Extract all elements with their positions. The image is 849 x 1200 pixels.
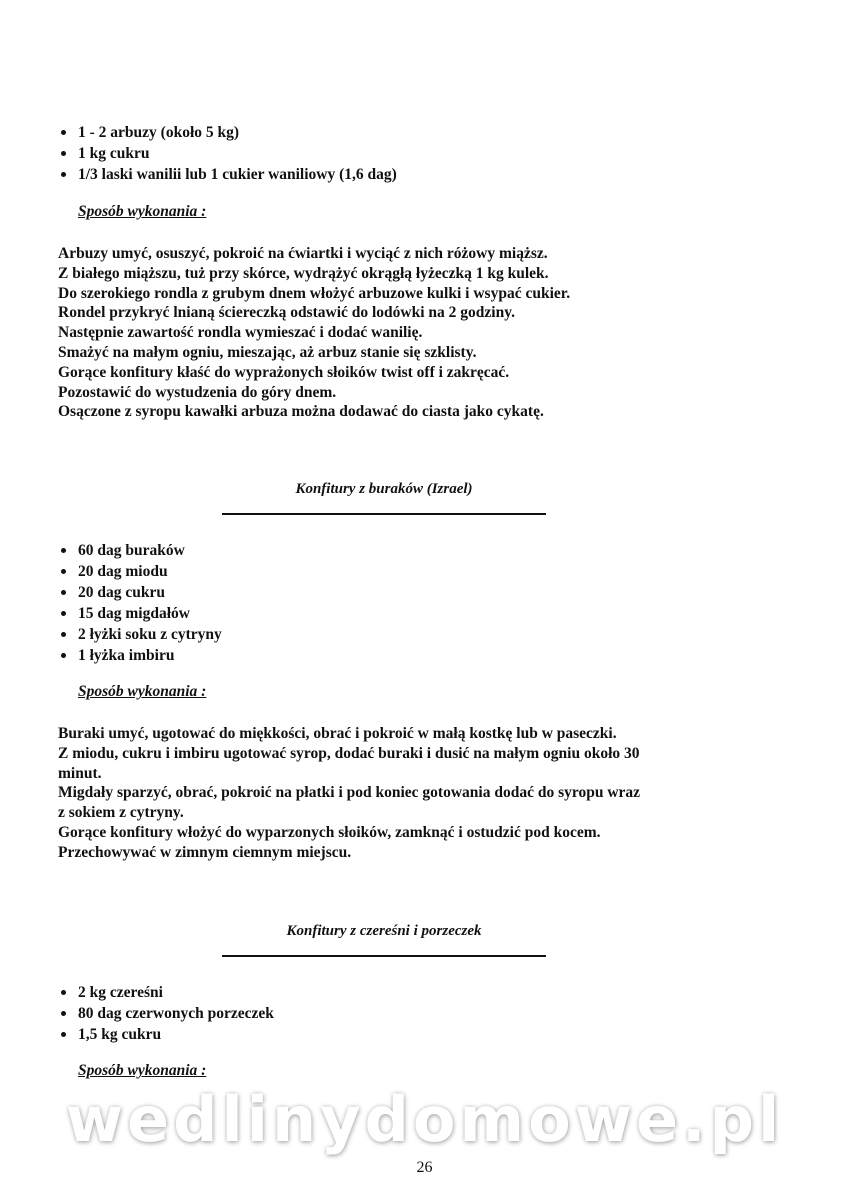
list-item: 1 - 2 arbuzy (około 5 kg)	[58, 122, 397, 143]
recipe-title: Konfitury z czereśni i porzeczek	[286, 923, 482, 939]
list-item: 2 łyżki soku z cytryny	[58, 624, 222, 645]
ingredient-list	[58, 540, 222, 666]
text-line: minut.	[58, 764, 102, 782]
list-item: 1 kg cukru	[58, 143, 397, 164]
method-heading: Sposób wykonania :	[78, 683, 207, 700]
recipe-title: Konfitury z buraków (Izrael)	[295, 481, 473, 497]
list-item: 1,5 kg cukru	[58, 1024, 274, 1045]
text-line: Z miodu, cukru i imbiru ugotować syrop, dodać buraki i dusić na małym ogniu około 30	[58, 744, 640, 762]
text-line: Następnie zawartość rondla wymieszać i dodać wanilię.	[58, 324, 423, 342]
text-line: Rondel przykryć lnianą ściereczką odstawić do lodówki na 2 godziny.	[58, 304, 515, 322]
text-line: Migdały sparzyć, obrać, pokroić na płatki i pod koniec gotowania dodać do syropu wraz	[58, 784, 641, 802]
text-line: Gorące konfitury włożyć do wyparzonych słoików, zamknąć i ostudzić pod kocem.	[58, 823, 601, 841]
page-number: 26	[416, 1159, 433, 1176]
text-line: Do szerokiego rondla z grubym dnem włożyć arbuzowe kulki i wsypać cukier.	[58, 284, 571, 302]
list-item: 2 kg czereśni	[58, 982, 274, 1003]
method-heading: Sposób wykonania :	[78, 1062, 207, 1079]
text-line: z sokiem z cytryny.	[58, 804, 184, 822]
text-line: Arbuzy umyć, osuszyć, pokroić na ćwiartki i wyciąć z nich różowy miąższ.	[58, 245, 548, 262]
list-item: 20 dag cukru	[58, 582, 222, 603]
list-item: 1 łyżka imbiru	[58, 645, 222, 666]
list-item: 20 dag miodu	[58, 561, 222, 582]
text-line: Pozostawić do wystudzenia do góry dnem.	[58, 383, 337, 401]
list-item: 60 dag buraków	[58, 540, 222, 561]
list-item: 15 dag migdałów	[58, 603, 222, 624]
text-line: Smażyć na małym ogniu, mieszając, aż arbuz stanie się szklisty.	[58, 343, 477, 361]
title-divider	[222, 955, 546, 957]
text-line: Osączone z syropu kawałki arbuza można dodawać do ciasta jako cykatę.	[58, 403, 544, 421]
method-text	[58, 244, 778, 422]
watermark: wedlinydomowe.pl	[65, 1083, 784, 1156]
text-line: Gorące konfitury kłaść do wyprażonych słoików twist off i zakręcać.	[58, 363, 510, 381]
title-divider	[222, 513, 546, 515]
ingredient-list	[58, 122, 397, 185]
method-heading: Sposób wykonania :	[78, 203, 207, 220]
method-text	[58, 724, 778, 863]
text-line: Przechowywać w zimnym ciemnym miejscu.	[58, 843, 352, 861]
text-line: Z białego miąższu, tuż przy skórce, wydrążyć okrągłą łyżeczką 1 kg kulek.	[58, 264, 549, 282]
text-line: Buraki umyć, ugotować do miękkości, obrać i pokroić w małą kostkę lub w paseczki.	[58, 725, 617, 742]
ingredient-list	[58, 982, 274, 1045]
list-item: 80 dag czerwonych porzeczek	[58, 1003, 274, 1024]
list-item: 1/3 laski wanilii lub 1 cukier waniliowy (1,6 dag)	[58, 164, 397, 185]
